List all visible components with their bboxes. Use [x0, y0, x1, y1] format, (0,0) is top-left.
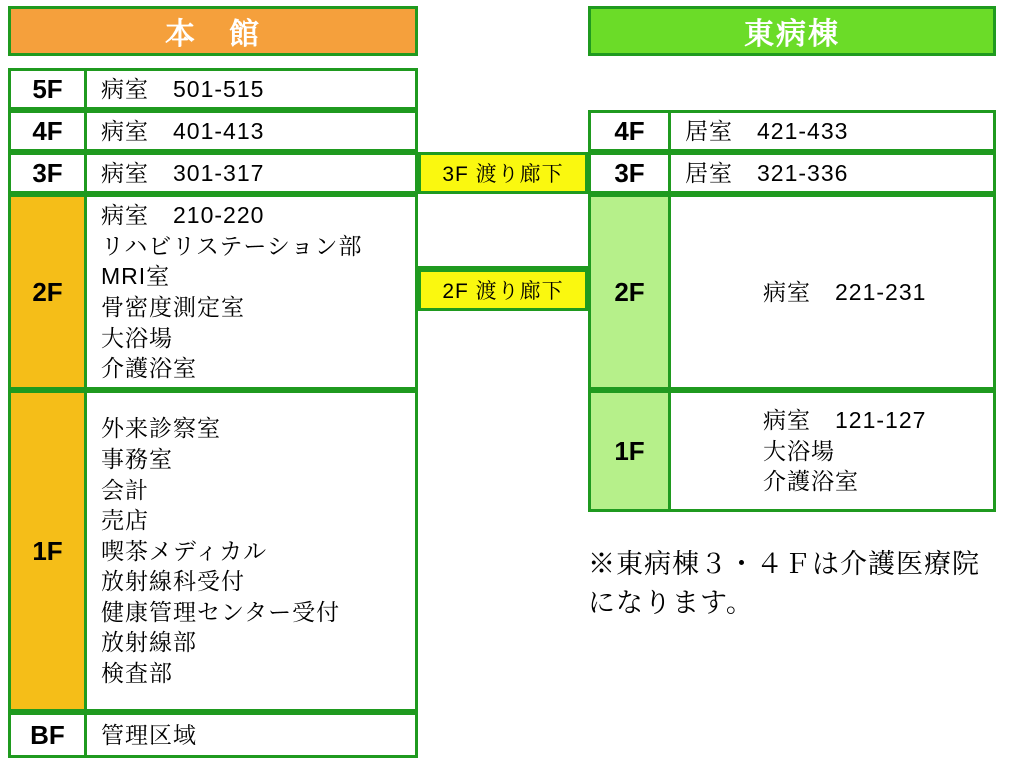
floor-contents [671, 197, 993, 387]
floor-content-line: 病室 501-515 [101, 75, 265, 102]
east-floor-row-4f [588, 110, 996, 152]
floor-content-line: 放射線部 [101, 629, 197, 656]
floor-content-line: MRI室 [101, 263, 171, 290]
floor-content-line: 介護浴室 [101, 355, 197, 382]
floor-content-line: 放射線科受付 [101, 568, 245, 595]
corridor-2f [418, 269, 588, 311]
east-wing-header [588, 6, 996, 56]
floor-content-line: 検査部 [101, 660, 173, 687]
floor-content-line: 病室 121-127 [763, 407, 927, 434]
floor-content-line: 事務室 [101, 445, 173, 472]
floor-label: 4F [11, 113, 87, 149]
corridor-label: 2F 渡り廊下 [442, 280, 564, 303]
floor-contents [87, 113, 415, 149]
corridor-label: 3F 渡り廊下 [442, 163, 564, 186]
floor-contents [671, 113, 993, 149]
floor-content-line: 大浴場 [101, 324, 173, 351]
floor-contents [87, 197, 415, 387]
floor-content-line: 病室 210-220 [101, 202, 265, 229]
main-floor-row-5f [8, 68, 418, 110]
floor-label: 5F [11, 71, 87, 107]
floor-content-line: リハビリステーション部 [101, 232, 363, 259]
floor-label: 2F [591, 197, 671, 387]
floor-label: BF [11, 715, 87, 755]
floor-content-line: 健康管理センター受付 [101, 598, 341, 625]
floor-content-line: 外来診察室 [101, 415, 221, 442]
floor-contents [87, 155, 415, 191]
floor-contents [87, 393, 415, 709]
floor-content-line: 居室 421-433 [685, 117, 849, 144]
footnote [588, 545, 1008, 623]
floor-label: 2F [11, 197, 87, 387]
floor-content-line: 病室 221-231 [763, 278, 927, 305]
floor-content-line: 病室 301-317 [101, 159, 265, 186]
connector-lower [418, 311, 588, 390]
floor-content-line: 居室 321-336 [685, 159, 849, 186]
main-floor-row-1f [8, 390, 418, 712]
floor-label: 4F [591, 113, 671, 149]
corridor-3f [418, 152, 588, 194]
floor-content-line: 介護浴室 [763, 468, 859, 495]
connector-upper [418, 194, 588, 269]
main-floor-row-2f [8, 194, 418, 390]
floor-label: 1F [591, 393, 671, 509]
floor-label: 3F [591, 155, 671, 191]
floor-content-line: 大浴場 [763, 437, 835, 464]
east-wing-title: 東病棟 [744, 18, 840, 51]
floor-content-line: 管理区域 [101, 721, 197, 748]
east-floor-row-1f [588, 390, 996, 512]
floor-content-line: 骨密度測定室 [101, 294, 245, 320]
main-building-header [8, 6, 418, 56]
main-floor-row-4f [8, 110, 418, 152]
east-floor-row-3f [588, 152, 996, 194]
floor-label: 3F [11, 155, 87, 191]
floor-content-line: 売店 [101, 507, 149, 534]
floor-contents [87, 715, 415, 755]
floor-content-line: 喫茶メディカル [101, 537, 268, 564]
floor-label: 1F [11, 393, 87, 709]
floor-contents [671, 155, 993, 191]
main-floor-row-3f [8, 152, 418, 194]
footnote-line: ※東病棟３・４Ｆは介護医療院 [588, 549, 980, 579]
floor-contents [671, 393, 993, 509]
main-building-title: 本 館 [165, 18, 261, 51]
footnote-line: になります。 [588, 588, 754, 619]
floor-contents [87, 71, 415, 107]
floor-content-line: 病室 401-413 [101, 117, 265, 144]
main-floor-row-bf [8, 712, 418, 758]
floor-content-line: 会計 [101, 476, 149, 503]
east-floor-row-2f [588, 194, 996, 390]
